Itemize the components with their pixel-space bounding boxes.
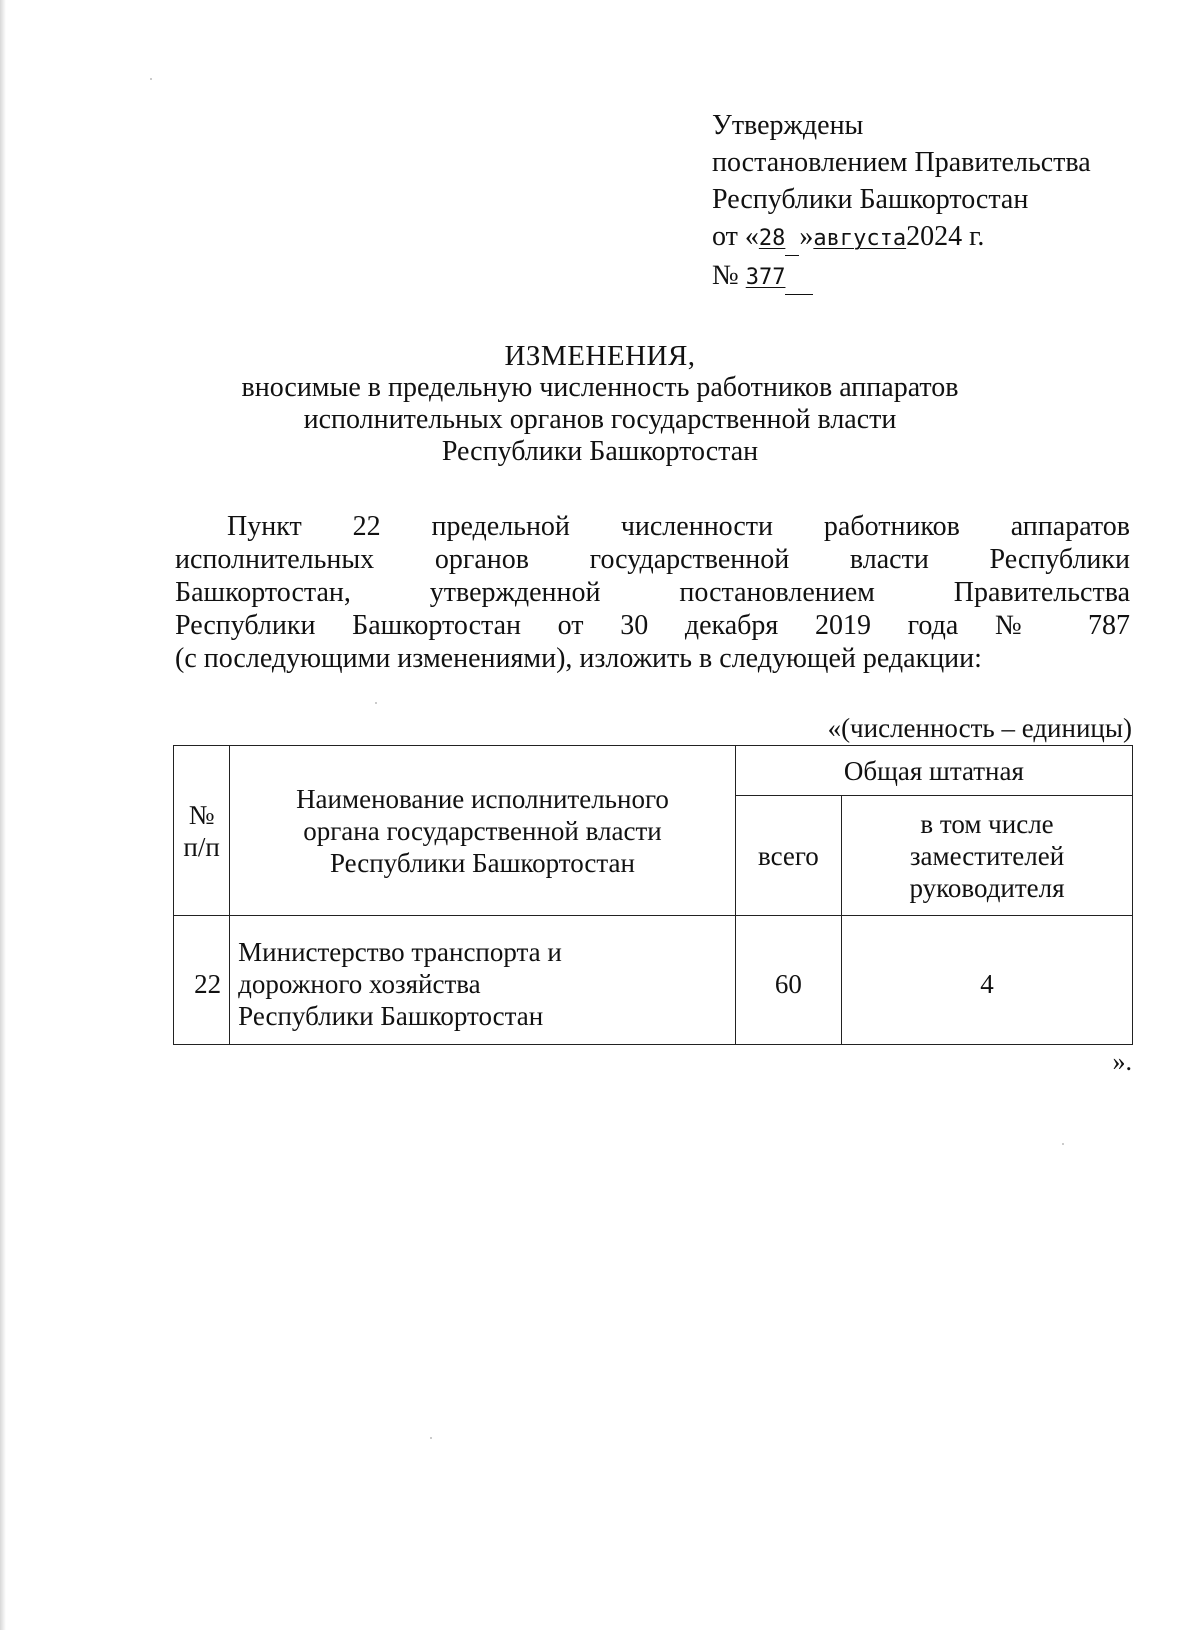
cell-name: [230, 916, 736, 1045]
approval-line-3: Республики Башкортостан: [712, 184, 1029, 215]
scan-speck: [430, 1437, 432, 1439]
approval-line-1: Утверждены: [712, 110, 864, 141]
header-name: [230, 746, 736, 916]
staffing-table: [173, 745, 1133, 1045]
date-prefix: от «: [712, 221, 759, 252]
cell-num: 22: [174, 916, 230, 1045]
paragraph-line-4: Республики Башкортостан от 30 декабря 2019 года № 787: [175, 610, 1130, 641]
approval-line-2: постановлением Правительства: [712, 147, 1091, 178]
cell-name-line-1: Министерство транспорта и: [238, 937, 562, 967]
header-deputies-line-2: заместителей: [909, 840, 1065, 871]
approval-date: [712, 218, 1091, 257]
approval-block: [712, 107, 1091, 296]
number-blank: [785, 257, 813, 295]
header-deputies: [842, 796, 1133, 916]
body-paragraph: [175, 510, 1130, 675]
scan-speck: [1062, 1143, 1064, 1145]
title-line-1: вносимые в предельную численность работников аппаратов: [241, 372, 959, 403]
cell-deputies: 4: [842, 916, 1133, 1045]
paragraph-line-1: Пункт 22 предельной численности работников аппаратов: [227, 511, 1130, 542]
cell-total: 60: [735, 916, 841, 1045]
cell-name-line-2: дорожного хозяйства: [238, 969, 481, 999]
date-year: 2024 г.: [906, 221, 985, 252]
table-header-row: [174, 746, 1133, 796]
date-mid: »: [799, 221, 814, 252]
header-name-line-1: Наименование исполнительного: [296, 783, 669, 814]
header-deputies-line-3: руководителя: [909, 872, 1065, 903]
date-day: 28: [758, 226, 786, 251]
document-heading: ИЗМЕНЕНИЯ,: [504, 340, 696, 372]
header-total: всего: [735, 796, 841, 916]
scan-speck: [150, 78, 152, 80]
scan-edge: [0, 0, 6, 1630]
header-name-line-2: органа государственной власти: [303, 815, 662, 846]
number-prefix: №: [712, 260, 739, 291]
header-deputies-line-1: в том числе: [920, 808, 1054, 839]
units-note: «(численность – единицы): [827, 713, 1132, 743]
date-month: августа: [813, 226, 907, 251]
scan-speck: [375, 702, 377, 704]
closing-quote: ».: [1112, 1047, 1132, 1076]
header-num-line-2: п/п: [183, 831, 220, 862]
paragraph-line-5: (с последующими изменениями), изложить в следующей редакции:: [175, 643, 982, 674]
paragraph-line-2: исполнительных органов государственной власти Республики: [175, 544, 1130, 575]
title-line-3: Республики Башкортостан: [441, 436, 759, 467]
date-day-blank: [785, 218, 799, 256]
title-line-2: исполнительных органов государственной власти: [303, 404, 897, 435]
number-value: 377: [745, 265, 786, 290]
approval-number: [712, 257, 1091, 296]
header-group: Общая штатная: [735, 746, 1132, 796]
title-block: [0, 340, 1200, 468]
table-row: [174, 916, 1133, 1045]
cell-name-line-3: Республики Башкортостан: [238, 1001, 544, 1031]
header-num: [174, 746, 230, 916]
paragraph-line-3: Башкортостан, утвержденной постановлением Правительства: [175, 577, 1130, 608]
header-num-line-1: №: [188, 799, 215, 830]
header-name-line-3: Республики Башкортостан: [329, 847, 635, 878]
